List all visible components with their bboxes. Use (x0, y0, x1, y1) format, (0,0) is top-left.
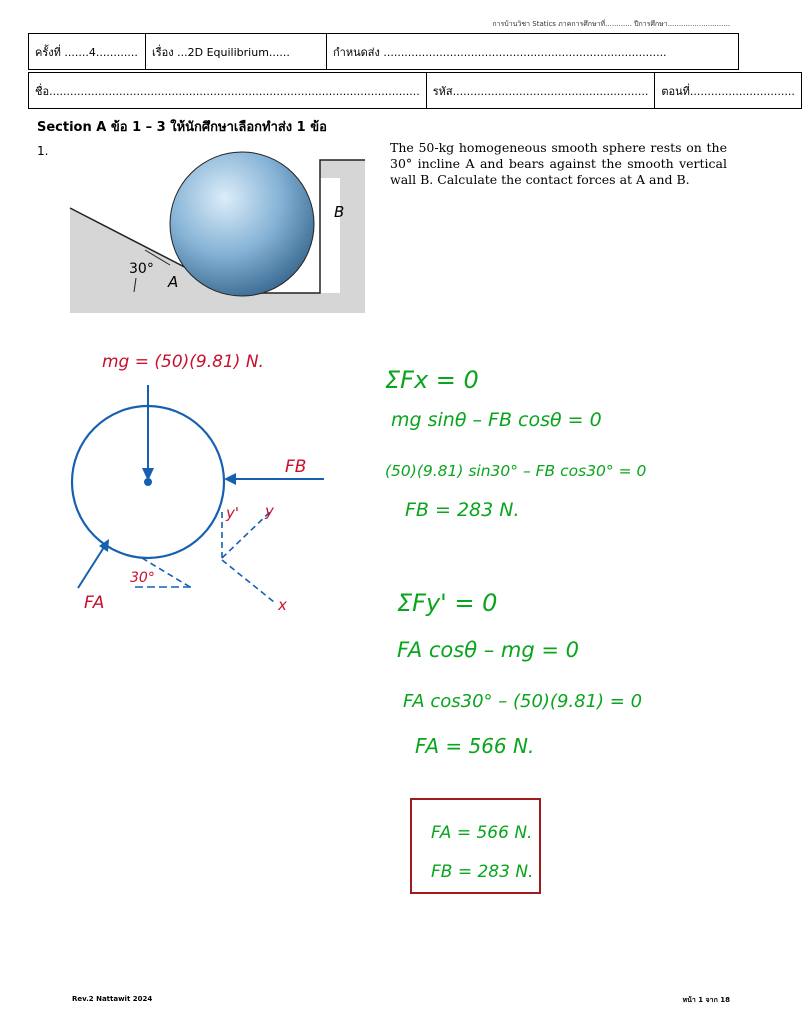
question-number: 1. (37, 144, 49, 158)
result-fb: FB = 283 N. (405, 499, 520, 521)
equation-fx-substituted: (50)(9.81) sin30° – FB cos30° = 0 (385, 462, 647, 480)
footer-revision: Rev.2 Nattawit 2024 (72, 995, 153, 1003)
answer-fb: FB = 283 N. (431, 862, 534, 882)
fb-arrow-head (224, 473, 236, 485)
info-table-row2 (28, 72, 802, 109)
fa-arrow (78, 544, 106, 588)
center-point (144, 478, 152, 486)
topic-field: เรื่อง ...2D Equilibrium...... (146, 34, 327, 70)
due-date-field: กำหนดส่ง ................................................................................. (327, 34, 739, 70)
equation-fx-expanded: mg sinθ – FB cosθ = 0 (391, 409, 602, 431)
y-label: y (265, 502, 274, 520)
answer-fa: FA = 566 N. (431, 823, 533, 843)
name-field: ชื่อ.......................................................................................................... (29, 73, 427, 109)
equation-fy-expanded: FA cosθ – mg = 0 (397, 638, 580, 662)
free-body-diagram (60, 340, 360, 630)
info-table-row1 (28, 33, 739, 70)
figure-point-a: A (168, 273, 179, 291)
student-id-field: รหัส........................................................ (426, 73, 655, 109)
section-title: Section A ข้อ 1 – 3 ให้นักศึกษาเลือกทำส่ง 1 ข้อ (37, 120, 327, 135)
problem-figure (70, 150, 370, 315)
weight-label: mg = (50)(9.81) N. (102, 352, 264, 372)
equation-fy-substituted: FA cos30° – (50)(9.81) = 0 (403, 691, 643, 712)
figure-point-b: B (334, 203, 345, 221)
wall-hatch (320, 160, 365, 313)
footer-page-number: หน้า 1 จาก 18 (682, 996, 730, 1004)
problem-statement: The 50-kg homogeneous smooth sphere rests on the 30° incline A and bears against the smooth vertical wall B. Calculate the contact forces at A and B. (390, 140, 727, 187)
course-header: การบ้านวิชา Statics ภาคการศึกษาที่............ ปีการศึกษา............................ (492, 20, 730, 28)
solution-workings (375, 355, 675, 915)
sphere (170, 152, 314, 296)
fa-label: FA (84, 593, 105, 613)
section-field: ตอนที่.............................. (655, 73, 801, 109)
figure-angle-label: 30° (129, 261, 154, 277)
y-prime-label: y' (226, 504, 240, 522)
fb-label: FB (285, 457, 307, 477)
equation-sum-fy: ΣFy' = 0 (397, 589, 498, 617)
result-fa: FA = 566 N. (415, 734, 535, 758)
fbd-angle-label: 30° (130, 570, 155, 586)
x-axis (222, 560, 274, 602)
assignment-number: ครั้งที่ .......4............ (29, 34, 146, 70)
equation-sum-fx: ΣFx = 0 (385, 366, 479, 394)
x-label: x (278, 596, 287, 614)
